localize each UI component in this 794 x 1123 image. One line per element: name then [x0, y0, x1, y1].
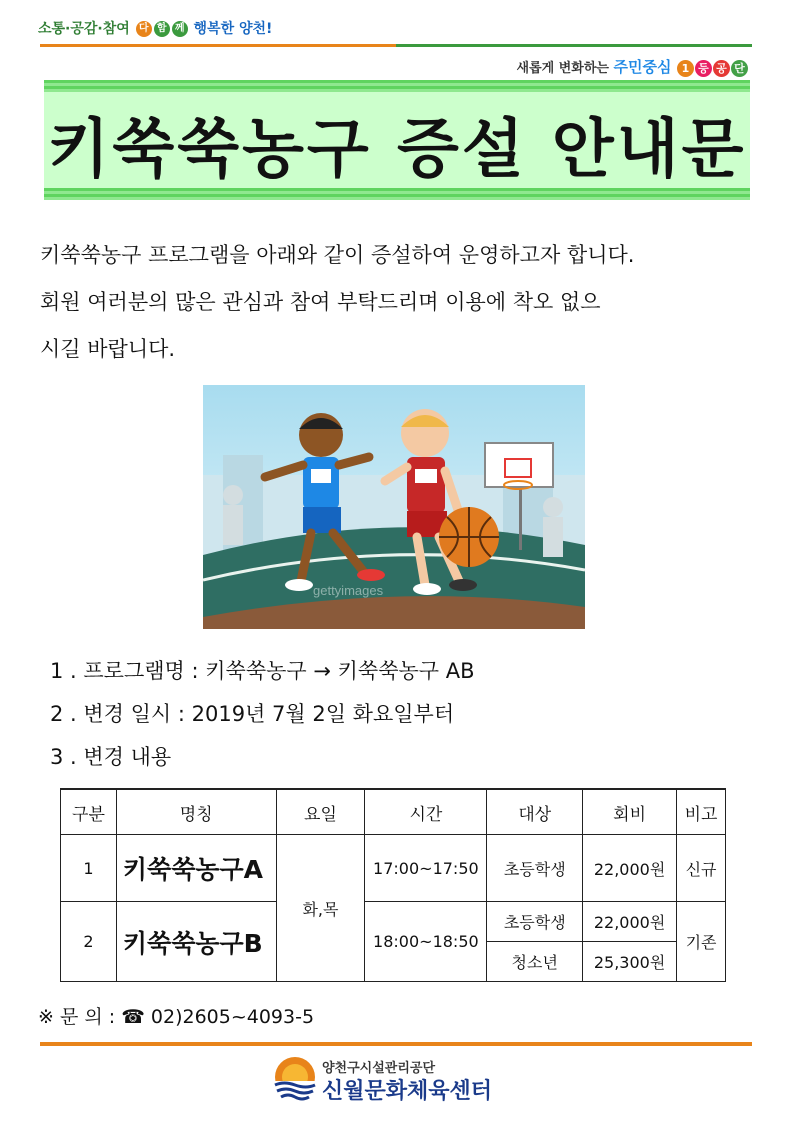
intro-text — [40, 232, 756, 373]
subslogan-highlight: 주민중심 — [613, 58, 672, 76]
slogan-circle-1: 다 — [136, 21, 152, 37]
info-item-date: 2 . 변경 일시 : 2019년 7월 2일 화요일부터 — [50, 702, 455, 726]
basketball-illustration — [203, 385, 585, 629]
slogan-circle-3: 께 — [172, 21, 188, 37]
info-item-program: 1 . 프로그램명 : 키쑥쑥농구 → 키쑥쑥농구 AB — [50, 659, 475, 683]
intro-line-3: 시길 바랍니다. — [40, 337, 176, 361]
row1-target: 초등학생 — [487, 835, 583, 902]
row2-fee: 22,000원 — [583, 902, 677, 942]
page-title: 키쑥쑥농구 증설 안내문 — [47, 113, 747, 187]
slogan — [38, 18, 272, 38]
intro-line-1: 키쑥쑥농구 프로그램을 아래와 같이 증설하여 운영하고자 합니다. — [40, 243, 635, 267]
badge-dan: 단 — [731, 60, 748, 77]
row1-time: 17:00~17:50 — [365, 835, 487, 902]
slogan-part2: 행복한 양천! — [193, 21, 273, 37]
title-banner — [44, 80, 750, 200]
info-list — [50, 650, 475, 779]
table-row — [61, 902, 726, 942]
top-divider — [40, 44, 752, 47]
table-row — [61, 835, 726, 902]
row-day: 화,목 — [276, 835, 365, 982]
contact-info: ※ 문 의 : ☎ 02)2605~4093-5 — [38, 1006, 315, 1028]
subslogan-prefix: 새롭게 변화하는 — [516, 61, 609, 76]
col-header-time: 시간 — [365, 789, 487, 835]
col-header-target: 대상 — [487, 789, 583, 835]
sunrise-logo-icon — [272, 1055, 318, 1101]
org-name-small: 양천구시설관리공단 — [322, 1061, 436, 1076]
row2-name: 키쑥쑥농구B — [116, 902, 276, 982]
slogan-part1: 소통·공감·참여 — [38, 21, 130, 37]
slogan-circle-2: 함 — [154, 21, 170, 37]
schedule-table — [60, 788, 726, 982]
row2-fee-2: 25,300원 — [583, 942, 677, 982]
col-header-name: 명칭 — [116, 789, 276, 835]
subslogan — [517, 56, 748, 77]
row2-time: 18:00~18:50 — [365, 902, 487, 982]
org-name-big: 신월문화체육센터 — [322, 1079, 493, 1104]
watermark-text: gettyimages — [313, 583, 384, 598]
bottom-divider — [40, 1042, 752, 1046]
row1-no: 1 — [61, 835, 117, 902]
row2-target: 초등학생 — [487, 902, 583, 942]
col-header-no: 구분 — [61, 789, 117, 835]
info-item-changes: 3 . 변경 내용 — [50, 745, 172, 769]
row2-target-2: 청소년 — [487, 942, 583, 982]
badge-one: 1 — [677, 60, 694, 77]
intro-line-2: 회원 여러분의 많은 관심과 참여 부탁드리며 이용에 착오 없으 — [40, 290, 601, 314]
row2-no: 2 — [61, 902, 117, 982]
badge-deung: 등 — [695, 60, 712, 77]
row2-note: 기존 — [677, 902, 726, 982]
row1-fee: 22,000원 — [583, 835, 677, 902]
row1-name: 키쑥쑥농구A — [116, 835, 276, 902]
col-header-day: 요일 — [276, 789, 365, 835]
col-header-note: 비고 — [677, 789, 726, 835]
badge-gong: 공 — [713, 60, 730, 77]
basketball-players-image — [203, 385, 585, 629]
table-header-row — [61, 789, 726, 835]
row1-note: 신규 — [677, 835, 726, 902]
col-header-fee: 회비 — [583, 789, 677, 835]
